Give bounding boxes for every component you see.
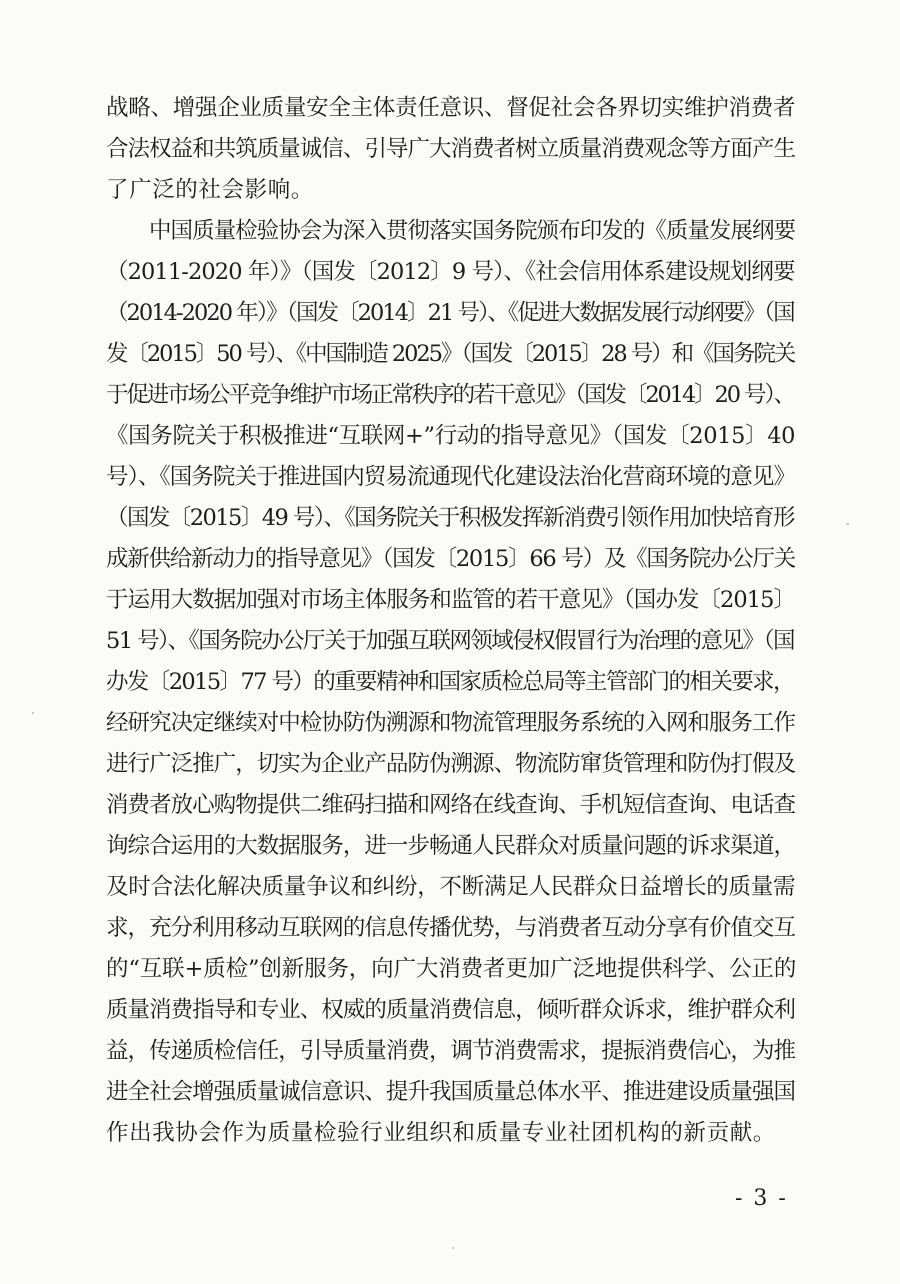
text-line: 发〔2015〕50 号）、《中国制造 2025》（国发〔2015〕28 号）和《国务院关 — [106, 341, 795, 367]
text-line: 中国质量检验协会为深入贯彻落实国务院颁布印发的《质量发展纲要 — [149, 218, 796, 244]
text-line: 益，传递质检信任，引导质量消费，调节消费需求，提振消费信心，为推 — [106, 1038, 796, 1064]
page-number: - 3 - — [735, 1186, 788, 1211]
text-line: 的“互联+质检”创新服务，向广大消费者更加广泛地提供科学、公正的 — [106, 956, 797, 982]
text-line: （2011-2020 年）》（国发〔2012〕9 号）、《社会信用体系建设规划纲要 — [106, 259, 795, 285]
scan-speck — [32, 712, 34, 714]
text-line: 求，充分利用移动互联网的信息传播优势，与消费者互动分享有价值交互 — [106, 915, 796, 941]
text-line: 了广泛的社会影响。 — [106, 177, 314, 203]
text-line: （2014-2020 年）》（国发〔2014〕21 号）、《促进大数据发展行动纲要》（国 — [106, 300, 794, 326]
text-line: 质量消费指导和专业、权威的质量消费信息，倾听群众诉求，维护群众利 — [106, 997, 796, 1023]
text-line: 战略、增强企业质量安全主体责任意识、督促社会各界切实维护消费者 — [106, 95, 796, 121]
text-line: 进行广泛推广，切实为企业产品防伪溯源、物流防窜货管理和防伪打假及 — [106, 751, 796, 777]
text-line: 经研究决定继续对中检协防伪溯源和物流管理服务系统的入网和服务工作 — [106, 710, 796, 736]
scan-speck — [452, 1247, 454, 1249]
text-line: 进全社会增强质量诚信意识、提升我国质量总体水平、推进建设质量强国 — [106, 1079, 796, 1105]
text-line: 消费者放心购物提供二维码扫描和网络在线查询、手机短信查询、电话查 — [106, 792, 796, 818]
text-line: 号）、《国务院关于推进国内贸易流通现代化建设法治化营商环境的意见》 — [106, 464, 796, 490]
text-line: 作出我协会作为质量检验行业组织和质量专业社团机构的新贡献。 — [106, 1120, 776, 1146]
text-line: 《国务院关于积极推进“互联网+”行动的指导意见》（国发〔2015〕40 — [106, 423, 796, 449]
text-line: 成新供给新动力的指导意见》（国发〔2015〕66 号）及《国务院办公厅关 — [106, 546, 796, 572]
text-line: 办发〔2015〕77 号）的重要精神和国家质检总局等主管部门的相关要求， — [106, 669, 794, 695]
text-line: 合法权益和共筑质量诚信、引导广大消费者树立质量消费观念等方面产生 — [106, 136, 796, 162]
text-line: 于运用大数据加强对市场主体服务和监管的若干意见》（国办发〔2015〕 — [106, 587, 796, 613]
text-line: （国发〔2015〕49 号）、《国务院关于积极发挥新消费引领作用加快培育形 — [106, 505, 794, 531]
text-line: 于促进市场公平竞争维护市场正常秩序的若干意见》（国发〔2014〕20 号）、 — [106, 382, 794, 408]
text-line: 询综合运用的大数据服务，进一步畅通人民群众对质量问题的诉求渠道， — [106, 833, 796, 859]
text-line: 51 号）、《国务院办公厅关于加强互联网领域侵权假冒行为治理的意见》（国 — [106, 628, 794, 654]
text-line: 及时合法化解决质量争议和纠纷，不断满足人民群众日益增长的质量需 — [106, 874, 796, 900]
scan-speck — [846, 523, 849, 525]
